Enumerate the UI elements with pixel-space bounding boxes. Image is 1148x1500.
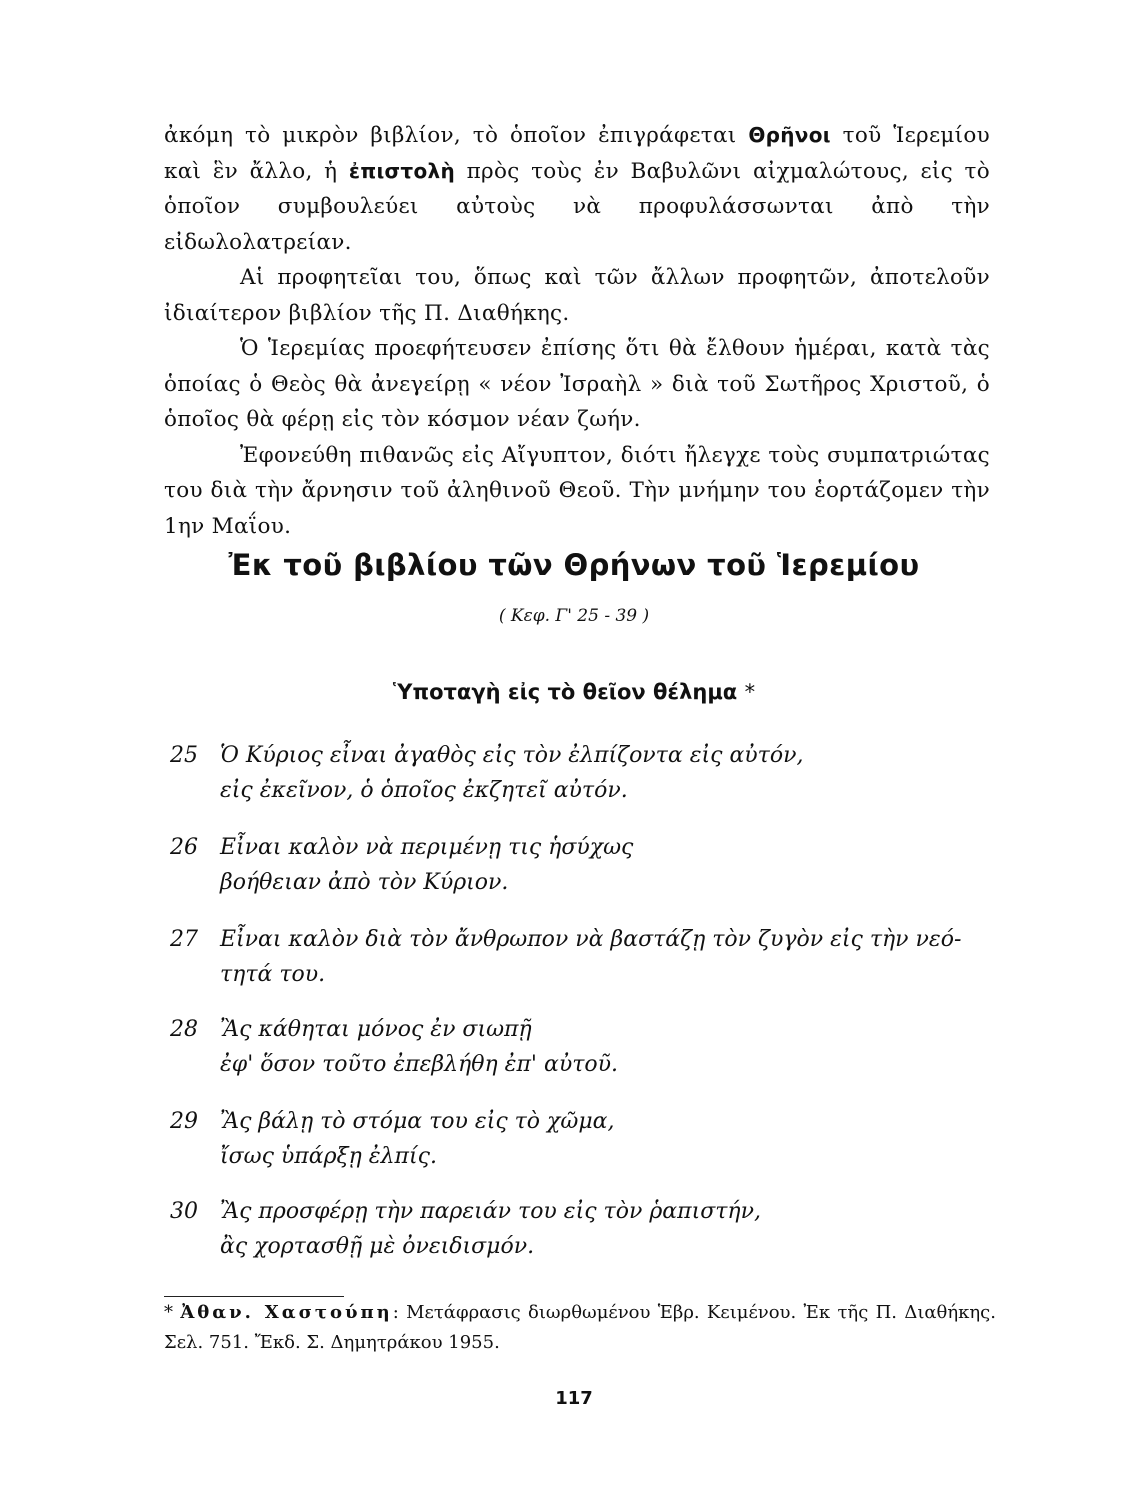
footnote: * Ἀθαν. Χαστούπη: Μετάφρασις διωρθωμένου Ἑβρ. Κειμένου. Ἐκ τῆς Π. Διαθήκης. Σελ. 751. Ἔκδ. Σ. Δημητράκου 1955. <box>164 1302 996 1353</box>
intro-paragraph-4: Ἐφονεύθη πιθανῶς εἰς Αἴγυπτον, διότι ἤλεγχε τοὺς συμπατριώτας του διὰ τὴν ἄρνησιν τοῦ ἀληθινοῦ Θεοῦ. Τὴν μνήμην του ἑορτάζομεν τὴν 1ην Μαΐου. <box>164 442 990 539</box>
footnote-marker: * <box>744 680 756 704</box>
footnote-text: : Μετάφρασις διωρθωμένου Ἑβρ. Κειμένου. Ἐκ τῆς Π. Διαθήκης. Σελ. 751. Ἔκδ. Σ. Δημητράκου 1955. <box>164 1302 996 1353</box>
page-number: 117 <box>555 1388 593 1409</box>
verse-line: βοήθειαν ἀπὸ τὸν Κύριον. <box>220 870 509 895</box>
verse-number: 28 <box>170 1017 198 1042</box>
verse-number: 27 <box>170 927 198 952</box>
intro-text <box>164 118 990 544</box>
footnote-author: Ἀθαν. Χαστούπη <box>180 1302 393 1323</box>
bold-term-epistoli: ἐπιστολὴ <box>348 158 456 183</box>
intro-paragraph-3: Ὁ Ἱερεμίας προεφήτευσεν ἐπίσης ὅτι θὰ ἔλθουν ἡμέραι, κατὰ τὰς ὁποίας ὁ Θεὸς θὰ ἀνεγείρῃ « νέον Ἰσραὴλ » διὰ τοῦ Σωτῆρος Χριστοῦ, ὁ ὁποῖος θὰ φέρῃ εἰς τὸν κόσμον νέαν ζωήν. <box>164 336 990 432</box>
verse-30 <box>170 1194 1000 1264</box>
verse-line: Ἂς κάθηται μόνος ἐν σιωπῇ <box>220 1017 532 1042</box>
bold-term-threnoi: Θρῆνοι <box>748 123 831 147</box>
verse-27 <box>170 922 1000 992</box>
verse-line: Εἶναι καλὸν νὰ περιμένῃ τις ἡσύχως <box>220 835 634 860</box>
intro-paragraph-1: ἀκόμη τὸ μικρὸν βιβλίον, τὸ ὁποῖον ἐπιγράφεται Θρῆνοι τοῦ Ἱερεμίου καὶ ἓν ἄλλο, ἡ ἐπιστολὴ πρὸς τοὺς ἐν Βαβυλῶνι αἰχμαλώτους, εἰς τὸ ὁποῖον συμβουλεύει αὐτοὺς νὰ προφυλάσσωνται ἀπὸ τὴν εἰδωλολατρείαν. <box>164 123 990 255</box>
verse-line: Ἂς βάλῃ τὸ στόμα του εἰς τὸ χῶμα, <box>220 1109 615 1134</box>
footnote-divider <box>164 1296 344 1297</box>
verse-line: ἐφ' ὅσον τοῦτο ἐπεβλήθη ἐπ' αὐτοῦ. <box>220 1052 618 1077</box>
verse-number: 25 <box>170 743 198 768</box>
verse-25 <box>170 738 1000 808</box>
verse-line: ἂς χορτασθῇ μὲ ὀνειδισμόν. <box>220 1234 535 1259</box>
verse-line: ἴσως ὑπάρξῃ ἐλπίς. <box>220 1144 437 1169</box>
verse-number: 26 <box>170 835 198 860</box>
verse-29 <box>170 1104 1000 1174</box>
verse-line: εἰς ἐκεῖνον, ὁ ὁποῖος ἐκζητεῖ αὐτόν. <box>220 778 628 803</box>
verse-28 <box>170 1012 1000 1082</box>
section-title: Ἐκ τοῦ βιβλίου τῶν Θρήνων τοῦ Ἱερεμίου <box>228 548 920 582</box>
section-subtitle: Ὑποταγὴ εἰς τὸ θεῖον θέλημα * <box>392 680 756 704</box>
chapter-reference: ( Κεφ. Γ' 25 - 39 ) <box>498 606 650 626</box>
verse-26 <box>170 830 1000 900</box>
intro-paragraph-2: Αἱ προφητεῖαι του, ὅπως καὶ τῶν ἄλλων προφητῶν, ἀποτελοῦν ἰδιαίτερον βιβλίον τῆς Π. Διαθήκης. <box>164 265 990 326</box>
verse-line: Εἶναι καλὸν διὰ τὸν ἄνθρωπον νὰ βαστάζῃ τὸν ζυγὸν εἰς τὴν νεό- <box>220 927 962 952</box>
verse-number: 30 <box>170 1199 198 1224</box>
verse-line: τητά του. <box>220 962 326 987</box>
verse-line: Ἂς προσφέρῃ τὴν παρειάν του εἰς τὸν ῥαπιστήν, <box>220 1199 761 1224</box>
verse-line: Ὁ Κύριος εἶναι ἀγαθὸς εἰς τὸν ἐλπίζοντα εἰς αὐτόν, <box>220 743 804 768</box>
verse-number: 29 <box>170 1109 198 1134</box>
